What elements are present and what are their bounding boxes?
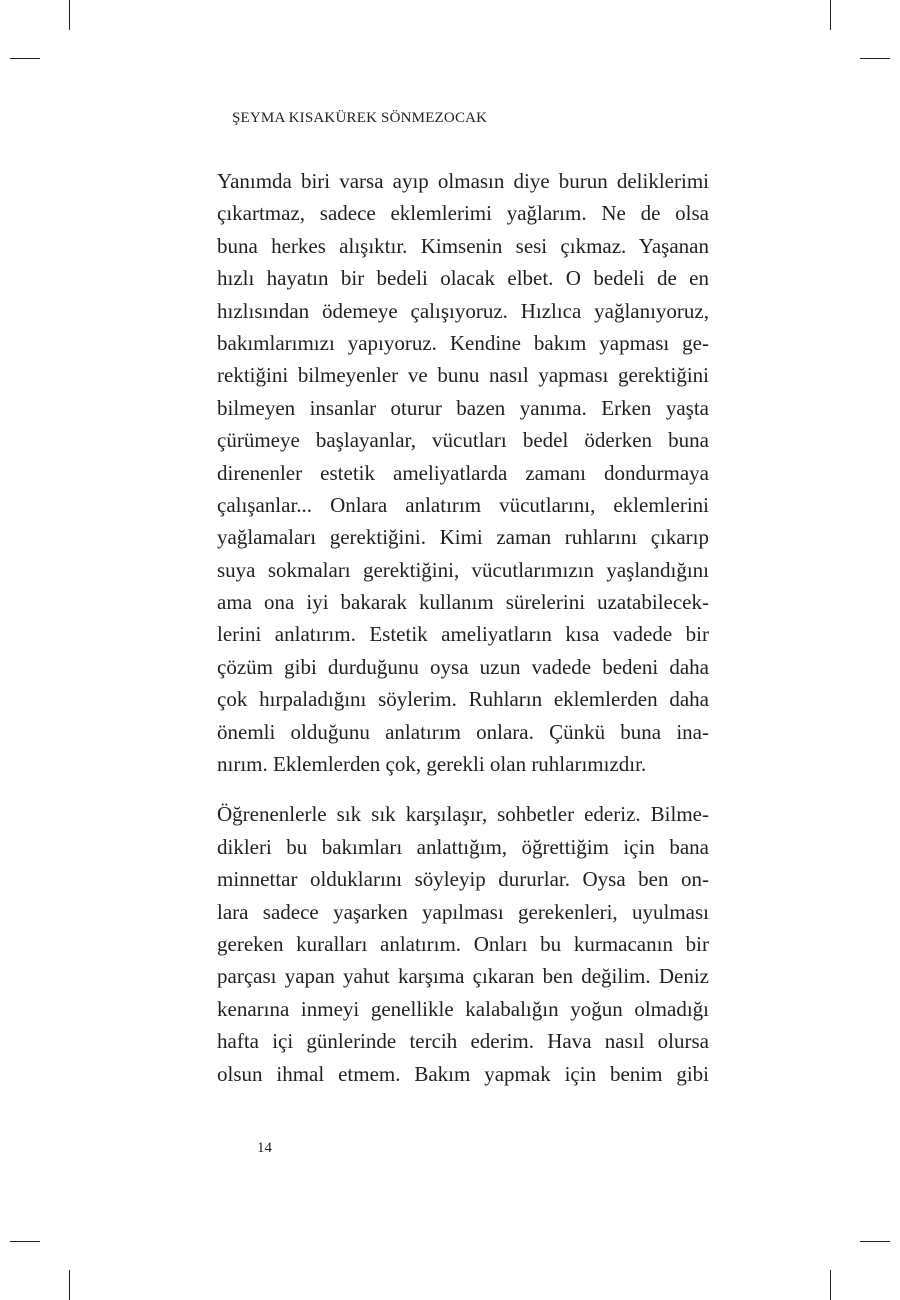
text-line: buna herkes alışıktır. Kimsenin sesi çıkmaz. Yaşanan <box>217 233 709 258</box>
text-line: Öğrenenlerle sık sık karşılaşır, sohbetler ederiz. Bilme- <box>217 802 709 827</box>
crop-mark-bottom-left <box>69 1270 70 1300</box>
text-line: suya sokmaları gerektiğini, vücutlarımızın yaşlandığını <box>217 557 709 582</box>
crop-mark-left-top <box>10 58 40 59</box>
text-line: nırım. Eklemlerden çok, gerekli olan ruhlarımızdır. <box>217 752 647 777</box>
text-line: önemli olduğunu anlatırım onlara. Çünkü buna ina- <box>217 719 709 744</box>
text-line: minnettar olduklarını söyleyip dururlar. Oysa ben on- <box>217 867 709 892</box>
text-line: bilmeyen insanlar oturur bazen yanıma. Erken yaşta <box>217 395 709 420</box>
text-line: kenarına inmeyi genellikle kalabalığın yoğun olmadığı <box>217 996 709 1021</box>
text-line: parçası yapan yahut karşıma çıkaran ben değilim. Deniz <box>217 964 709 989</box>
paragraph-1 <box>217 165 709 780</box>
text-line: çalışanlar... Onlara anlatırım vücutlarını, eklemlerini <box>217 492 709 517</box>
running-head: ŞEYMA KISAKÜREK SÖNMEZOCAK <box>232 110 488 126</box>
crop-mark-top-left <box>69 0 70 30</box>
crop-mark-bottom-right <box>830 1270 831 1300</box>
body-text <box>217 165 709 1090</box>
text-line: çok hırpaladığını söylerim. Ruhların eklemlerden daha <box>217 687 709 712</box>
text-line: Yanımda biri varsa ayıp olmasın diye burun deliklerimi <box>217 169 709 193</box>
crop-mark-left-bottom <box>10 1241 40 1242</box>
crop-mark-right-top <box>860 58 890 59</box>
paragraph-2 <box>217 798 709 1090</box>
text-line: hızlısından ödemeye çalışıyoruz. Hızlıca yağlanıyoruz, <box>217 298 709 323</box>
text-line: bakımlarımızı yapıyoruz. Kendine bakım yapması ge- <box>217 330 709 355</box>
text-line: çürümeye başlayanlar, vücutları bedel öderken buna <box>217 428 709 453</box>
page-number: 14 <box>257 1140 272 1156</box>
text-line: rektiğini bilmeyenler ve bunu nasıl yapması gerektiğini <box>217 363 709 388</box>
text-line: çözüm gibi durduğunu oysa uzun vadede bedeni daha <box>217 654 709 679</box>
text-line: yağlamaları gerektiğini. Kimi zaman ruhlarını çıkarıp <box>217 525 709 550</box>
text-line: hızlı hayatın bir bedeli olacak elbet. O bedeli de en <box>217 266 709 291</box>
crop-mark-right-bottom <box>860 1241 890 1242</box>
text-line: hafta içi günlerinde tercih ederim. Hava nasıl olursa <box>217 1029 709 1054</box>
text-line: olsun ihmal etmem. Bakım yapmak için benim gibi <box>217 1061 709 1086</box>
text-line: ama ona iyi bakarak kullanım sürelerini uzatabilecek- <box>217 590 709 615</box>
text-line: dikleri bu bakımları anlattığım, öğrettiğim için bana <box>217 834 709 859</box>
text-line: çıkartmaz, sadece eklemlerimi yağlarım. Ne de olsa <box>217 201 709 226</box>
text-line: lerini anlatırım. Estetik ameliyatların kısa vadede bir <box>217 622 709 647</box>
text-line: lara sadece yaşarken yapılması gerekenleri, uyulması <box>217 899 709 924</box>
text-line: gereken kuralları anlatırım. Onları bu kurmacanın bir <box>217 931 709 956</box>
crop-mark-top-right <box>830 0 831 30</box>
text-line: direnenler estetik ameliyatlarda zamanı dondurmaya <box>217 460 709 485</box>
